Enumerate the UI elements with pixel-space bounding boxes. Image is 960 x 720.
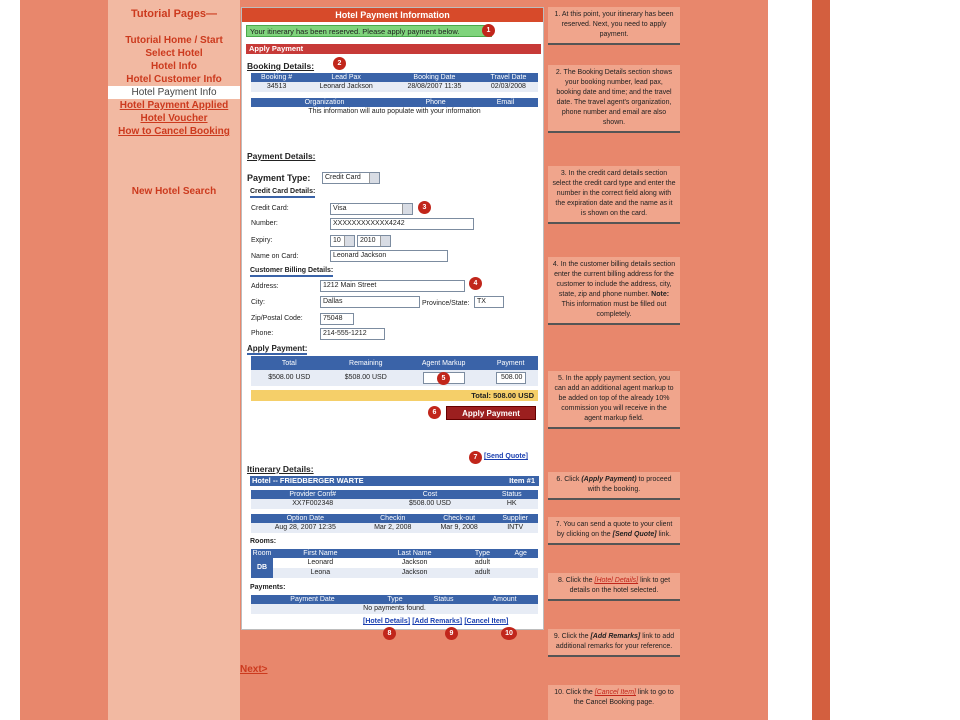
sidebar-item-select-hotel[interactable]: Select Hotel (145, 48, 203, 59)
city-field[interactable]: Dallas (320, 296, 420, 308)
tip-7-post: link. (658, 531, 671, 538)
col-first-name: First Name (273, 549, 368, 558)
number-label: Number: (251, 220, 278, 227)
step-badge-2: 2 (333, 57, 346, 70)
guest-last: Jackson (401, 569, 428, 576)
payment-screenshot (241, 7, 544, 630)
tip-4-note-label: Note: (651, 291, 670, 298)
page-margin-right (830, 0, 960, 720)
hotel-table (251, 490, 538, 509)
sidebar-item-hotel-voucher[interactable]: Hotel Voucher (140, 113, 208, 124)
rooms-table (251, 549, 538, 578)
col-last-name: Last Name (368, 549, 462, 558)
col-supplier: Supplier (492, 514, 538, 523)
cc-label: Credit Card: (251, 205, 289, 212)
travel-date: 02/03/2008 (490, 83, 526, 90)
booking-table (251, 73, 538, 92)
col-option-date: Option Date (251, 514, 360, 523)
tip-6-pre: 6. Click (556, 476, 580, 483)
autopopulate-note: This information will auto populate with your information (308, 108, 481, 115)
guest-first: Leonard (307, 559, 334, 566)
sidebar-item-hotel-info[interactable]: Hotel Info (150, 61, 198, 72)
supplier: INTV (507, 524, 524, 531)
booking-number: 34513 (266, 83, 287, 90)
cc-type-select[interactable]: Visa (330, 203, 413, 215)
next-link[interactable]: Next> (240, 664, 268, 675)
col-payment: Payment (483, 356, 538, 370)
provider-conf: XX7F002348 (292, 500, 334, 507)
col-checkout: Check-out (426, 514, 492, 523)
col-cost: Cost (374, 490, 485, 499)
agent-table (251, 98, 538, 117)
billing-details-heading: Customer Billing Details: (250, 267, 333, 277)
apply-payment-table (251, 356, 538, 386)
hotel-bar (250, 476, 539, 486)
step-badge-5: 5 (437, 372, 450, 385)
col-checkin: Checkin (360, 514, 426, 523)
sidebar-item-hotel-payment-info[interactable]: Hotel Payment Info (108, 86, 240, 99)
tip-6 (548, 472, 680, 500)
hotel-details-link[interactable]: [Hotel Details] (363, 618, 411, 625)
room-code: DB (251, 558, 273, 578)
guest-age (503, 558, 538, 568)
apply-payment-heading: Apply Payment: (247, 344, 308, 353)
col-travel-date: Travel Date (479, 73, 538, 82)
add-remarks-link[interactable]: [Add Remarks] (412, 618, 463, 625)
col-payment-date: Payment Date (251, 595, 374, 604)
item-links (363, 616, 508, 625)
guest-age (503, 568, 538, 578)
tip-4-note: This information must be filled out completely. (561, 301, 667, 318)
step-badge-9: 9 (445, 627, 458, 640)
col-amount: Amount (471, 595, 538, 604)
payment-type-label: Payment Type: (247, 173, 311, 183)
pay-total: $508.00 USD (268, 374, 311, 381)
dates-table (251, 514, 538, 533)
col-payment-type: Type (374, 595, 416, 604)
checkin: Mar 2, 2008 (374, 524, 412, 531)
lead-pax: Leonard Jackson (319, 83, 373, 90)
col-booking-number: Booking # (251, 73, 302, 82)
hotel-name: Hotel -- FRIEDBERGER WARTE (252, 476, 364, 485)
tip-9 (548, 629, 680, 657)
no-payments: No payments found. (363, 605, 426, 612)
tip-8-pre: 8. Click the (557, 577, 593, 584)
item-number: Item #1 (509, 476, 535, 485)
expiry-label: Expiry: (251, 237, 273, 244)
payment-amount-field[interactable]: 508.00 (496, 372, 526, 384)
col-type: Type (461, 549, 503, 558)
col-total: Total (251, 356, 328, 370)
col-status: Status (486, 490, 539, 499)
page-gap (768, 0, 812, 720)
cancel-item-link[interactable]: [Cancel Item] (464, 618, 509, 625)
guest-last: Jackson (401, 559, 428, 566)
sidebar-item-cancel-booking[interactable]: How to Cancel Booking (118, 126, 230, 137)
tip-9-post: link to add additional remarks for your reference. (555, 633, 675, 650)
step-badge-8: 8 (383, 627, 396, 640)
sidebar-title: Tutorial Pages— (131, 8, 217, 20)
step-badge-10: 10 (501, 627, 517, 640)
cc-details-heading: Credit Card Details: (250, 188, 315, 198)
col-email: Email (473, 98, 538, 107)
page-title: Hotel Payment Information (242, 8, 543, 22)
sidebar-item-hotel-customer-info[interactable]: Hotel Customer Info (126, 74, 222, 85)
payments-table (251, 595, 538, 614)
guest-type: adult (474, 559, 491, 566)
col-age: Age (503, 549, 538, 558)
apply-payment-bar: Apply Payment (246, 44, 541, 54)
booking-details-heading: Booking Details: (247, 61, 315, 71)
tip-1: 1. At this point, your itinerary has been reserved. Next, you need to apply payment. (548, 7, 680, 45)
tip-8-link: [Hotel Details] (594, 577, 639, 584)
col-phone: Phone (398, 98, 473, 107)
col-payment-status: Status (416, 595, 471, 604)
expiry-month-select[interactable]: 10 (330, 235, 355, 247)
col-lead-pax: Lead Pax (302, 73, 390, 82)
page-margin-left (0, 0, 20, 720)
payment-details-heading: Payment Details: (247, 151, 316, 161)
checkout: Mar 9, 2008 (440, 524, 478, 531)
card-number-field[interactable]: XXXXXXXXXXXX4242 (330, 218, 474, 230)
col-remaining: Remaining (328, 356, 405, 370)
zip-field[interactable]: 75048 (320, 313, 354, 325)
step-badge-3: 3 (418, 201, 431, 214)
accent-stripe (812, 0, 830, 720)
address-field[interactable]: 1212 Main Street (320, 280, 465, 292)
tip-3: 3. In the credit card details section select the credit card type and enter the number in the correct field along with the expiration date and the name as it is shown on the card. (548, 166, 680, 224)
city-label: City: (251, 299, 265, 306)
apply-payment-button[interactable]: Apply Payment (446, 406, 536, 420)
name-on-card-field[interactable]: Leonard Jackson (330, 250, 448, 262)
province-label: Province/State: (422, 300, 470, 307)
phone-field[interactable]: 214-555-1212 (320, 328, 385, 340)
col-provider-conf: Provider Conf# (251, 490, 374, 499)
step-badge-7: 7 (469, 451, 482, 464)
phone-label: Phone: (251, 330, 274, 337)
col-room: Room (252, 550, 272, 557)
sidebar-item-hotel-payment-applied[interactable]: Hotel Payment Applied (119, 100, 229, 111)
itinerary-details-heading: Itinerary Details: (247, 464, 314, 474)
payment-cell (483, 370, 538, 386)
col-organization: Organization (251, 98, 398, 107)
sidebar-item-tutorial-home[interactable]: Tutorial Home / Start (125, 35, 223, 46)
step-badge-6: 6 (428, 406, 441, 419)
tip-5: 5. In the apply payment section, you can add an additional agent markup to be added on top of the already 10% commission you will receive in the agent markup field. (548, 371, 680, 429)
rooms-label: Rooms: (250, 538, 277, 545)
zip-label: Zip/Postal Code: (251, 315, 303, 322)
tip-6-em: (Apply Payment) (581, 476, 637, 483)
total-bar: Total: 508.00 USD (251, 390, 538, 401)
reservation-notice: Your itinerary has been reserved. Please apply payment below. (246, 25, 492, 37)
tip-4-text: 4. In the customer billing details section enter the current billing address for the customer to include the address, city, state, zip and phone number. (552, 261, 676, 298)
step-badge-1: 1 (482, 24, 495, 37)
tip-4 (548, 257, 680, 325)
guest-first: Leona (310, 569, 331, 576)
tip-2: 2. The Booking Details section shows your booking number, lead pax, booking date and time; and the travel date. The travel agent's organization, phone number and email are also shown. (548, 65, 680, 133)
sidebar-item-new-hotel-search[interactable]: New Hotel Search (131, 186, 217, 197)
payments-label: Payments: (250, 584, 286, 591)
tip-10-pre: 10. Click the (554, 689, 593, 696)
booking-date: 28/08/2007 11:35 (407, 83, 462, 90)
tip-10-post: link to go to the Cancel Booking page. (573, 689, 674, 706)
tip-10 (548, 685, 680, 720)
tip-8 (548, 573, 680, 601)
tutorial-sidebar (108, 0, 240, 720)
cost: $508.00 USD (408, 500, 451, 507)
address-label: Address: (251, 283, 279, 290)
tip-8-post: link to get details on the hotel selected. (569, 577, 671, 594)
tip-9-em: [Add Remarks] (590, 633, 641, 640)
guest-type: adult (474, 569, 491, 576)
status: HK (506, 500, 517, 507)
pay-remaining: $508.00 USD (344, 374, 387, 381)
option-date: Aug 28, 2007 12:35 (274, 524, 336, 531)
tip-10-link: [Cancel Item] (594, 689, 636, 696)
col-booking-date: Booking Date (390, 73, 479, 82)
name-label: Name on Card: (251, 253, 299, 260)
tip-9-pre: 9. Click the (553, 633, 589, 640)
col-agent-markup: Agent Markup (404, 356, 483, 370)
tip-7 (548, 517, 680, 545)
payment-type-select[interactable]: Credit Card (322, 172, 380, 184)
expiry-year-select[interactable]: 2010 (357, 235, 391, 247)
tip-7-em: [Send Quote] (612, 531, 657, 538)
province-field[interactable]: TX (474, 296, 504, 308)
send-quote-link[interactable]: [Send Quote] (484, 453, 528, 460)
tip-7-pre: 7. You can send a quote to your client by clicking on the (555, 521, 673, 538)
step-badge-4: 4 (469, 277, 482, 290)
tip-6-post: to proceed with the booking. (587, 476, 672, 493)
